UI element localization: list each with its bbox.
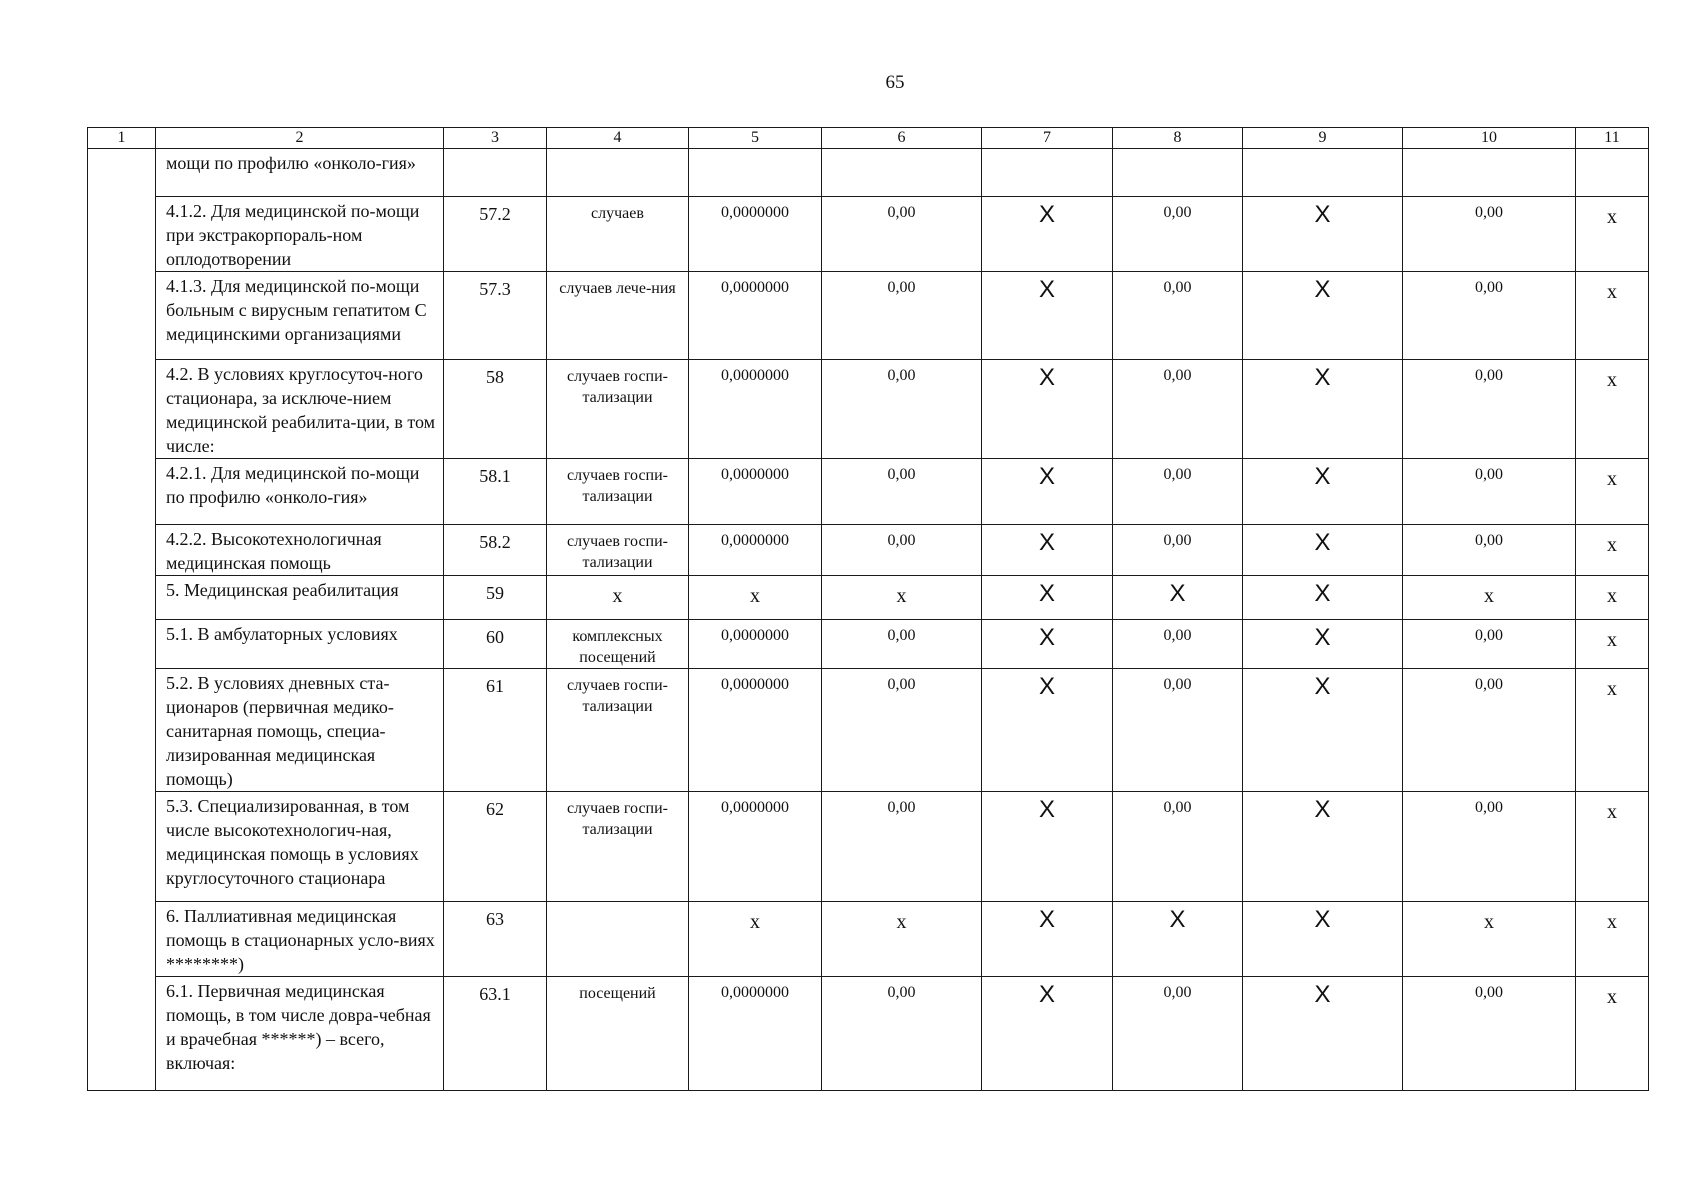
value-cell-c6: 0,00 bbox=[822, 459, 982, 525]
value-cell-c11: x bbox=[1576, 459, 1649, 525]
page-number: 65 bbox=[885, 72, 905, 93]
value-cell-c6: x bbox=[822, 902, 982, 977]
indicator-name-cell: мощи по профилю «онколо-гия» bbox=[156, 149, 444, 197]
unit-cell: x bbox=[547, 576, 689, 620]
value-cell-c10: x bbox=[1403, 576, 1576, 620]
value-cell-c6 bbox=[822, 149, 982, 197]
unit-cell: случаев bbox=[547, 197, 689, 272]
value-cell-c6: 0,00 bbox=[822, 792, 982, 902]
value-cell-c8: 0,00 bbox=[1113, 525, 1243, 576]
value-cell-c7: X bbox=[982, 977, 1113, 1091]
indicator-name-cell: 4.2.2. Высокотехнологичная медицинская помощь bbox=[156, 525, 444, 576]
value-cell-c5: 0,0000000 bbox=[689, 620, 822, 669]
value-cell-c8: 0,00 bbox=[1113, 272, 1243, 360]
value-cell-c9 bbox=[1243, 149, 1403, 197]
indicator-name-cell: 5.3. Специализированная, в том числе высокотехнологич-ная, медицинская помощь в условиях круглосуточного стационара bbox=[156, 792, 444, 902]
unit-cell: случаев госпи-тализации bbox=[547, 459, 689, 525]
value-cell-c7: X bbox=[982, 360, 1113, 459]
row-code-cell bbox=[444, 149, 547, 197]
value-cell-c5 bbox=[689, 149, 822, 197]
row-index-cell bbox=[88, 149, 156, 1091]
row-code-cell: 60 bbox=[444, 620, 547, 669]
value-cell-c5: x bbox=[689, 576, 822, 620]
value-cell-c10: 0,00 bbox=[1403, 197, 1576, 272]
table-row bbox=[88, 360, 1649, 459]
value-cell-c5: 0,0000000 bbox=[689, 669, 822, 792]
indicator-name-cell: 5.1. В амбулаторных условиях bbox=[156, 620, 444, 669]
column-header: 10 bbox=[1403, 128, 1576, 149]
value-cell-c5: 0,0000000 bbox=[689, 197, 822, 272]
column-header: 5 bbox=[689, 128, 822, 149]
indicator-name-cell: 4.2. В условиях круглосуточ-ного стационара, за исключе-нием медицинской реабилита-ции, в том числе: bbox=[156, 360, 444, 459]
row-code-cell: 63.1 bbox=[444, 977, 547, 1091]
header-row bbox=[88, 128, 1649, 149]
value-cell-c10 bbox=[1403, 149, 1576, 197]
unit-cell bbox=[547, 902, 689, 977]
value-cell-c8: X bbox=[1113, 902, 1243, 977]
value-cell-c7: X bbox=[982, 459, 1113, 525]
value-cell-c10: 0,00 bbox=[1403, 272, 1576, 360]
value-cell-c9: X bbox=[1243, 272, 1403, 360]
value-cell-c10: 0,00 bbox=[1403, 360, 1576, 459]
row-code-cell: 58 bbox=[444, 360, 547, 459]
value-cell-c11: x bbox=[1576, 977, 1649, 1091]
value-cell-c8: 0,00 bbox=[1113, 669, 1243, 792]
value-cell-c9: X bbox=[1243, 525, 1403, 576]
value-cell-c7: X bbox=[982, 669, 1113, 792]
value-cell-c6: 0,00 bbox=[822, 197, 982, 272]
row-code-cell: 58.2 bbox=[444, 525, 547, 576]
row-code-cell: 62 bbox=[444, 792, 547, 902]
unit-cell bbox=[547, 149, 689, 197]
table-body bbox=[88, 149, 1649, 1091]
value-cell-c8: 0,00 bbox=[1113, 620, 1243, 669]
value-cell-c11: x bbox=[1576, 902, 1649, 977]
value-cell-c6: 0,00 bbox=[822, 525, 982, 576]
value-cell-c8: 0,00 bbox=[1113, 977, 1243, 1091]
value-cell-c10: 0,00 bbox=[1403, 792, 1576, 902]
value-cell-c9: X bbox=[1243, 459, 1403, 525]
value-cell-c9: X bbox=[1243, 669, 1403, 792]
table-row bbox=[88, 459, 1649, 525]
value-cell-c5: x bbox=[689, 902, 822, 977]
column-header: 6 bbox=[822, 128, 982, 149]
value-cell-c9: X bbox=[1243, 977, 1403, 1091]
value-cell-c11: x bbox=[1576, 197, 1649, 272]
column-header: 4 bbox=[547, 128, 689, 149]
row-code-cell: 63 bbox=[444, 902, 547, 977]
value-cell-c5: 0,0000000 bbox=[689, 272, 822, 360]
value-cell-c8: 0,00 bbox=[1113, 360, 1243, 459]
table-row bbox=[88, 149, 1649, 197]
value-cell-c6: 0,00 bbox=[822, 272, 982, 360]
value-cell-c5: 0,0000000 bbox=[689, 792, 822, 902]
value-cell-c10: 0,00 bbox=[1403, 459, 1576, 525]
column-header: 1 bbox=[88, 128, 156, 149]
value-cell-c6: 0,00 bbox=[822, 977, 982, 1091]
value-cell-c9: X bbox=[1243, 620, 1403, 669]
value-cell-c11 bbox=[1576, 149, 1649, 197]
value-cell-c9: X bbox=[1243, 902, 1403, 977]
indicator-name-cell: 4.2.1. Для медицинской по-мощи по профилю «онколо-гия» bbox=[156, 459, 444, 525]
indicator-name-cell: 4.1.3. Для медицинской по-мощи больным с вирусным гепатитом С медицинскими организациями bbox=[156, 272, 444, 360]
value-cell-c10: 0,00 bbox=[1403, 669, 1576, 792]
value-cell-c10: 0,00 bbox=[1403, 525, 1576, 576]
value-cell-c7: X bbox=[982, 525, 1113, 576]
table-row bbox=[88, 792, 1649, 902]
table-row bbox=[88, 620, 1649, 669]
row-code-cell: 61 bbox=[444, 669, 547, 792]
value-cell-c11: x bbox=[1576, 525, 1649, 576]
value-cell-c7: X bbox=[982, 272, 1113, 360]
indicator-name-cell: 6. Паллиативная медицинская помощь в стационарных усло-виях ********) bbox=[156, 902, 444, 977]
value-cell-c11: x bbox=[1576, 360, 1649, 459]
row-code-cell: 59 bbox=[444, 576, 547, 620]
value-cell-c7: X bbox=[982, 197, 1113, 272]
indicator-name-cell: 6.1. Первичная медицинская помощь, в том числе довра-чебная и врачебная ******) – всего, включая: bbox=[156, 977, 444, 1091]
value-cell-c5: 0,0000000 bbox=[689, 360, 822, 459]
value-cell-c5: 0,0000000 bbox=[689, 525, 822, 576]
unit-cell: комплексных посещений bbox=[547, 620, 689, 669]
value-cell-c9: X bbox=[1243, 360, 1403, 459]
table-row bbox=[88, 525, 1649, 576]
value-cell-c9: X bbox=[1243, 197, 1403, 272]
value-cell-c6: 0,00 bbox=[822, 669, 982, 792]
value-cell-c11: x bbox=[1576, 620, 1649, 669]
value-cell-c8: X bbox=[1113, 576, 1243, 620]
value-cell-c11: x bbox=[1576, 792, 1649, 902]
column-header: 9 bbox=[1243, 128, 1403, 149]
unit-cell: случаев госпи-тализации bbox=[547, 360, 689, 459]
value-cell-c7: X bbox=[982, 576, 1113, 620]
value-cell-c8: 0,00 bbox=[1113, 459, 1243, 525]
value-cell-c5: 0,0000000 bbox=[689, 977, 822, 1091]
column-header: 7 bbox=[982, 128, 1113, 149]
data-table bbox=[87, 127, 1649, 1091]
value-cell-c8 bbox=[1113, 149, 1243, 197]
indicator-name-cell: 5. Медицинская реабилитация bbox=[156, 576, 444, 620]
table-row bbox=[88, 977, 1649, 1091]
value-cell-c7 bbox=[982, 149, 1113, 197]
row-code-cell: 57.3 bbox=[444, 272, 547, 360]
table-row bbox=[88, 272, 1649, 360]
value-cell-c6: 0,00 bbox=[822, 360, 982, 459]
column-header: 3 bbox=[444, 128, 547, 149]
value-cell-c7: X bbox=[982, 902, 1113, 977]
table-row bbox=[88, 902, 1649, 977]
indicator-name-cell: 4.1.2. Для медицинской по-мощи при экстракорпораль-ном оплодотворении bbox=[156, 197, 444, 272]
value-cell-c8: 0,00 bbox=[1113, 197, 1243, 272]
value-cell-c10: 0,00 bbox=[1403, 620, 1576, 669]
table-row bbox=[88, 576, 1649, 620]
value-cell-c7: X bbox=[982, 792, 1113, 902]
row-code-cell: 57.2 bbox=[444, 197, 547, 272]
value-cell-c9: X bbox=[1243, 792, 1403, 902]
column-header: 2 bbox=[156, 128, 444, 149]
column-header: 11 bbox=[1576, 128, 1649, 149]
unit-cell: случаев лече-ния bbox=[547, 272, 689, 360]
table-row bbox=[88, 197, 1649, 272]
value-cell-c6: x bbox=[822, 576, 982, 620]
column-header: 8 bbox=[1113, 128, 1243, 149]
table-row bbox=[88, 669, 1649, 792]
unit-cell: случаев госпи-тализации bbox=[547, 669, 689, 792]
value-cell-c10: x bbox=[1403, 902, 1576, 977]
value-cell-c11: x bbox=[1576, 669, 1649, 792]
unit-cell: случаев госпи-тализации bbox=[547, 525, 689, 576]
value-cell-c11: x bbox=[1576, 576, 1649, 620]
row-code-cell: 58.1 bbox=[444, 459, 547, 525]
value-cell-c7: X bbox=[982, 620, 1113, 669]
indicator-name-cell: 5.2. В условиях дневных ста-ционаров (первичная медико-санитарная помощь, специа-лизированная медицинская помощь) bbox=[156, 669, 444, 792]
value-cell-c10: 0,00 bbox=[1403, 977, 1576, 1091]
unit-cell: случаев госпи-тализации bbox=[547, 792, 689, 902]
value-cell-c6: 0,00 bbox=[822, 620, 982, 669]
value-cell-c5: 0,0000000 bbox=[689, 459, 822, 525]
value-cell-c11: x bbox=[1576, 272, 1649, 360]
value-cell-c8: 0,00 bbox=[1113, 792, 1243, 902]
value-cell-c9: X bbox=[1243, 576, 1403, 620]
unit-cell: посещений bbox=[547, 977, 689, 1091]
